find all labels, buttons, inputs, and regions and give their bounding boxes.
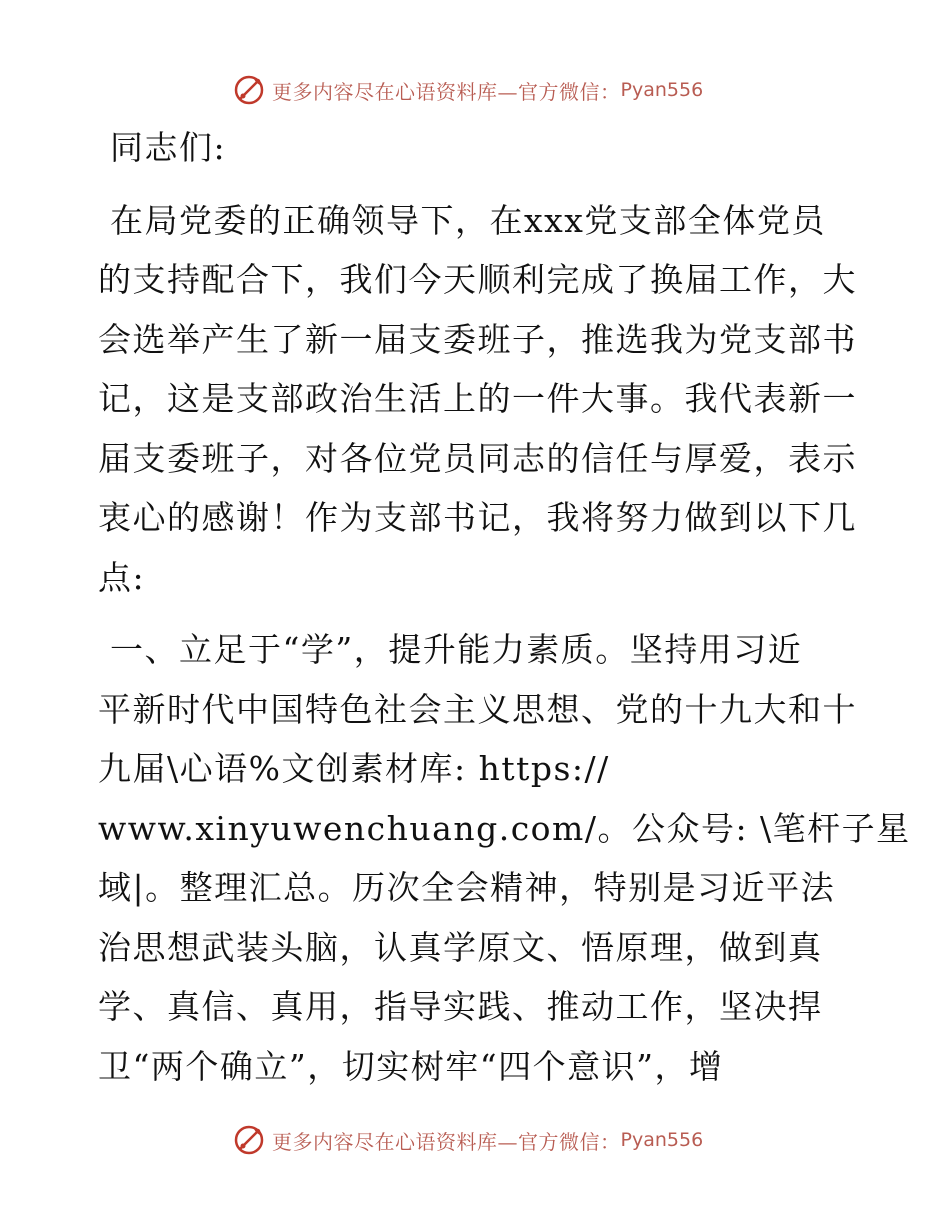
text-line: 九届\心语%文创素材库: https:// (98, 749, 610, 788)
text-line: 学、真信、真用，指导实践、推动工作，坚决捍 (98, 987, 823, 1026)
document-body (98, 118, 911, 1096)
text-line: 一、立足于“学”，提升能力素质。坚持用习近 (110, 630, 803, 669)
text-line: 在局党委的正确领导下，在xxx党支部全体党员 (110, 200, 826, 240)
banner-account: Pyan556 (620, 79, 704, 101)
text-line: 会选举产生了新一届支委班子，推选我为党支部书 (98, 319, 857, 359)
quill-logo-icon (232, 73, 266, 107)
header-banner (232, 70, 703, 110)
text-line: 域|。整理汇总。历次全会精神，特别是习近平法 (98, 868, 836, 907)
text-line: 点: (98, 557, 146, 597)
text-line: 平新时代中国特色社会主义思想、党的十九大和十 (98, 689, 857, 729)
greeting: 同志们: (110, 128, 227, 167)
footer-banner (232, 1120, 703, 1160)
banner-text: 更多内容尽在心语资料库—官方微信： (272, 1129, 621, 1154)
banner-text: 更多内容尽在心语资料库—官方微信： (272, 79, 621, 104)
text-line: 衷心的感谢！作为支部书记，我将努力做到以下几 (98, 498, 857, 537)
banner-account: Pyan556 (620, 1129, 704, 1151)
text-line: 治思想武装头脑，认真学原文、悟原理，做到真 (98, 927, 823, 967)
text-line: www.xinyuwenchuang.com/。公众号: \笔杆子星 (98, 808, 911, 848)
text-line: 卫“两个确立”，切实树牢“四个意识”，增 (98, 1046, 724, 1086)
quill-logo-icon (232, 1123, 266, 1157)
text-line: 的支持配合下，我们今天顺利完成了换届工作，大 (98, 260, 857, 299)
text-line: 届支委班子，对各位党员同志的信任与厚爱，表示 (98, 438, 857, 478)
text-line: 记，这是支部政治生活上的一件大事。我代表新一 (98, 379, 857, 418)
